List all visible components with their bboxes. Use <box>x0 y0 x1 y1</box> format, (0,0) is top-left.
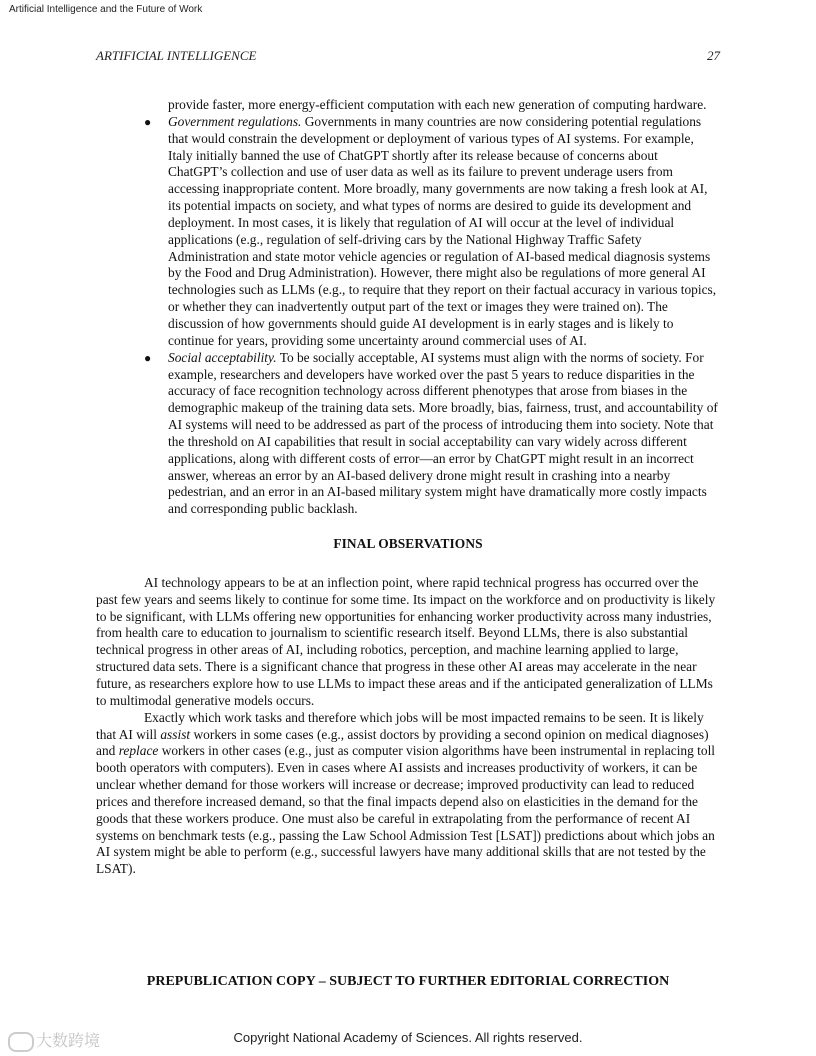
paragraph-inflection-point: AI technology appears to be at an inflection point, where rapid technical progress has occurred over the past few years and seems likely to continue for some time. Its impact on the workforce and on productivity is likely to be significant, with LLMs offering new opportunities for enhancing worker productivity across many industries, from health care to education to journalism to scientific research itself. Beyond LLMs, there is also substantial technical progress in other areas of AI, including robotics, perception, and machine learning applied to large, structured data sets. There is a significant chance that progress in these other AI areas may accelerate in the near future, as researchers explore how to use LLMs to impact these areas and if the anticipated generalization of LLMs to multimodal generative models occurs. <box>96 574 716 708</box>
bullet-lead: Social acceptability. <box>168 349 277 365</box>
window-title: Artificial Intelligence and the Future of Work <box>9 4 203 15</box>
running-title: ARTIFICIAL INTELLIGENCE <box>96 48 257 63</box>
document-body <box>96 97 720 878</box>
bullet-item-social-acceptability <box>96 350 720 518</box>
paragraph-text: Exactly which work tasks and therefore which jobs will be most impacted remains to be seen. It is likely that AI will <box>96 709 704 742</box>
bullet-list <box>96 114 720 518</box>
emphasis-replace: replace <box>118 743 159 759</box>
emphasis-assist: assist <box>160 726 191 742</box>
page-number: 27 <box>707 48 720 63</box>
bullet-lead: Government regulations. <box>168 113 302 129</box>
paragraph-text: workers in some cases (e.g., assist doctors by providing a second opinion on medical diagnoses) and <box>96 726 709 759</box>
paragraph-work-tasks <box>96 710 720 878</box>
bullet-icon: ● <box>144 114 152 129</box>
bullet-icon: ● <box>144 350 152 365</box>
continuation-text: provide faster, more energy-efficient computation with each new generation of computing hardware. <box>168 97 707 112</box>
bullet-text: To be socially acceptable, AI systems must align with the norms of society. For example, researchers and developers have worked over the past 5 years to reduce disparities in the accuracy of face recognition technology across different phenotypes that arose from biases in the demographic makeup of the training data sets. More broadly, bias, fairness, trust, and accountability of AI systems will need to be addressed as part of the process of introducing them into society. Note that the threshold on AI capabilities that result in social acceptability can vary widely across different applications, along with different costs of error—an error by ChatGPT might result in an incorrect answer, whereas an error by an AI-based delivery drone might result in crashing into a nearby pedestrian, and an error in an AI-based military system might have dramatically more costly impacts and corresponding public backlash. <box>168 349 718 517</box>
prepublication-notice: PREPUBLICATION COPY – SUBJECT TO FURTHER EDITORIAL CORRECTION <box>146 974 670 989</box>
watermark-text: 大数跨境 <box>36 1031 101 1050</box>
bullet-text: Governments in many countries are now considering potential regulations that would constrain the development or deployment of various types of AI systems. For example, Italy initially banned the use of ChatGPT shortly after its release because of concerns about ChatGPT’s collection and use of user data as well as its failure to prevent underage users from accessing inappropriate content. More broadly, many governments are now taking a fresh look at AI, its potential impacts on society, and what types of norms are desired to guide its development and deployment. In most cases, it is likely that regulation of AI will occur at the level of individual applications (e.g., regulation of self-driving cars by the National Highway Traffic Safety Administration and state motor vehicle agencies or regulation of AI-based medical diagnosis systems by the Food and Drug Administration). However, there might also be regulations of more general AI technologies such as LLMs (e.g., to require that they report on their factual accuracy in various topics, or whether they can inadvertently output part of the text or images they were trained on). The discussion of how governments should guide AI development is in early stages and is likely to continue for years, providing some uncertainty around commercial uses of AI. <box>168 113 717 348</box>
paragraph-text: workers in other cases (e.g., just as computer vision algorithms have been instrumental in replacing toll booth operators with computers). Even in cases where AI assists and increases productivity of workers, it can be unclear whether demand for those workers will increase or decrease; improved productivity can lead to reduced prices and therefore increased demand, so that the final impacts depend also on elasticities in the demand for the goods that these workers produce. One must also be careful in extrapolating from the performance of recent AI systems on benchmark tests (e.g., passing the Law School Admission Test [LSAT]) predictions about which jobs an AI system might be able to perform (e.g., successful lawyers have many additional skills that are not tested by the LSAT). <box>96 743 716 877</box>
copyright-notice: Copyright National Academy of Sciences. All rights reserved. <box>233 1030 583 1045</box>
bullet-item-government-regulations <box>96 114 720 350</box>
section-heading: FINAL OBSERVATIONS <box>333 536 483 552</box>
